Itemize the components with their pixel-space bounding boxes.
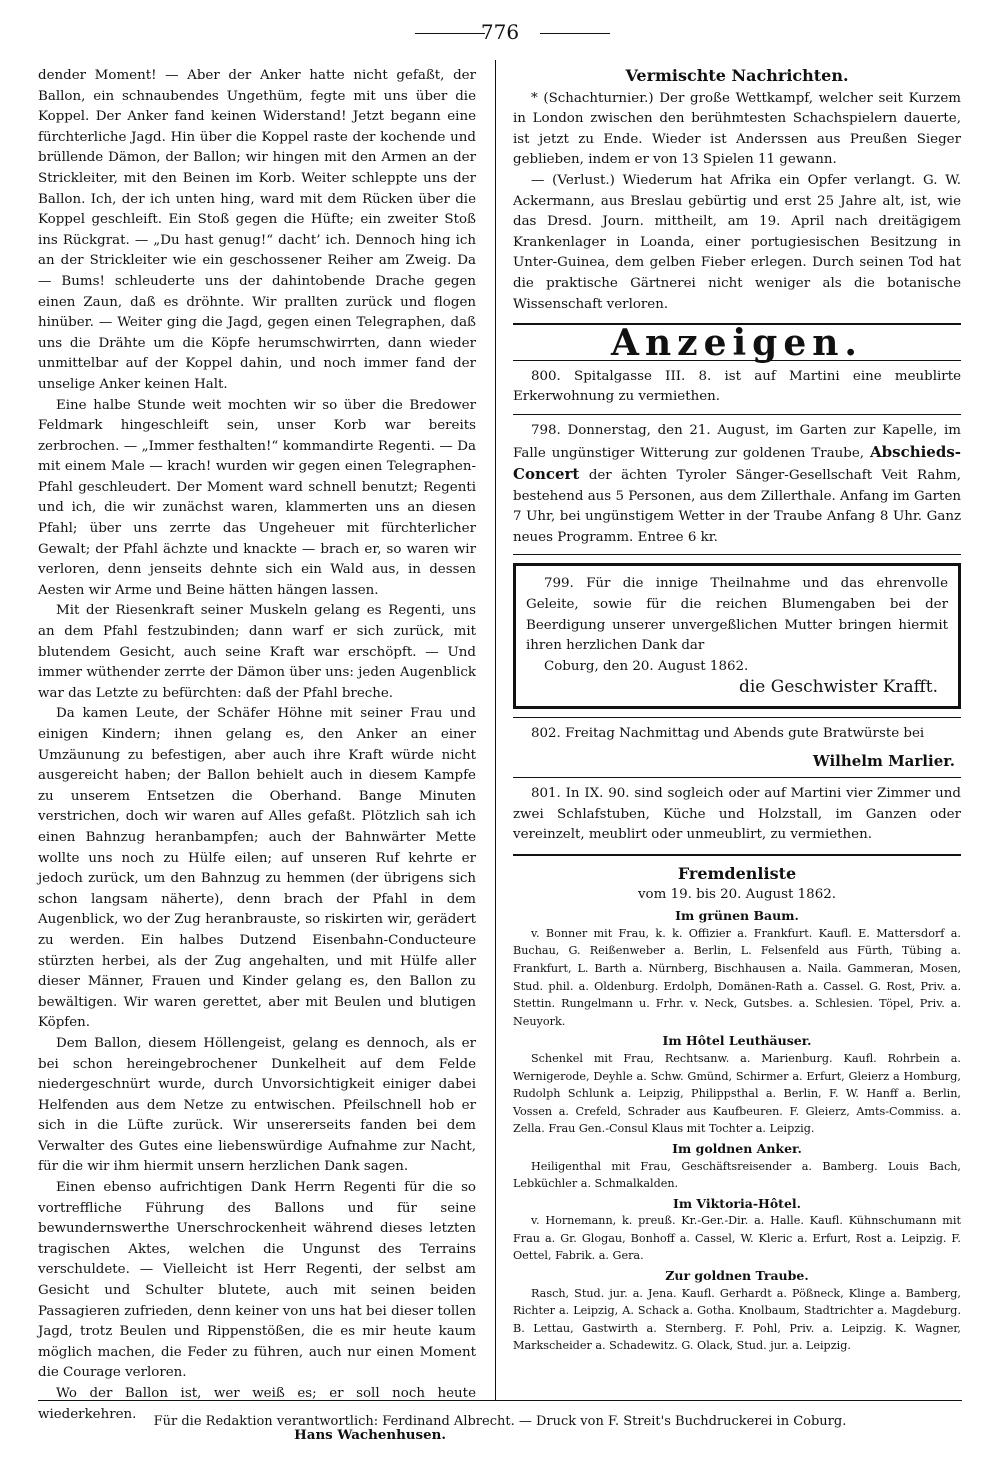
article-paragraph: Da kamen Leute, der Schäfer Höhne mit seiner Frau und einigen Kindern; ihnen gelang es, den Anker an einer Umzäunung zu befestigen, aber auch ihre Kraft würde nicht ausgereicht haben; der Ballon behielt auch in diesem Kampfe zu unserem Entsetzen die Oberhand. Bange Minuten verstrichen, doch wir waren auf Alles gefaßt. Plötzlich sah ich einen Bahnzug heranbampfen; auch der Bahnwärter Mette wollte uns noch zu Hülfe eilen; auf unseren Ruf kehrte er jedoch zurück, um den Bahnzug zu hemmen (der übrigens sich schon langsam näherte), denn brach der Pfahl in dem Augenblick, wo der Zug heranbrauste, so riskirten wir, gerädert zu werden. Ein halbes Dutzend Eisenbahn-Conducteure stürzten herbei, als der Zug angehalten, und mit Hülfe aller dieser Männer, Frauen und Kinder gelang es, den Ballon zu bewältigen. Wir waren gerettet, aber mit Beulen und blutigen Köpfen. xyxy=(38,706,476,1031)
header-rule-left xyxy=(415,33,485,34)
article-paragraph: Eine halbe Stunde weit mochten wir so über die Bredower Feldmark hingeschleift sein, unser Korb war bereits zerbrochen. — „Immer festhalten!“ kommandirte Regenti. — Da mit einem Male — krach! wurden wir gegen einen Telegraphen-Pfahl geschleudert. Der Moment ward schnell benutzt; Regenti und ich, die wir zunächst waren, klammerten uns an diesen Pfahl; über uns zerrte das Ungeheuer mit fürchterlicher Gewalt; der Pfahl ächzte und knackte — brach er, so waren wir verloren, denn jenseits dehnte sich ein Wald aus, in dessen Aesten wir Arme und Beine hätten hängen lassen. xyxy=(38,397,476,598)
ad-800: 800. Spitalgasse III. 8. ist auf Martini eine meublirte Erkerwohnung zu vermiethen. xyxy=(513,368,961,405)
ad-798-text-cont: der ächten Tyroler Sänger-Gesellschaft Veit Rahm, bestehend aus 5 Personen, aus dem Zillerthale. Anfang im Garten 7 Uhr, bei ungünstigem Wetter in der Traube Anfang 8 Uhr. Ganz neues Programm. Entree 6 kr. xyxy=(513,468,961,545)
guest-list xyxy=(513,907,961,1355)
imprint-footer: Für die Redaktion verantwortlich: Ferdinand Albrecht. — Druck von F. Streit's Buchdruckerei in Coburg. xyxy=(153,1414,847,1429)
article-paragraph: Wo der Ballon ist, wer weiß es; er soll noch heute wiederkehren. xyxy=(38,1386,476,1422)
hotel-guests: Rasch, Stud. jur. a. Jena. Kaufl. Gerhardt a. Pößneck, Klinge a. Bamberg, Richter a. Leipzig, A. Schack a. Gotha. Knolbaum, Stadtrichter a. Magdeburg. B. Lettau, Gastwirth a. Sternberg. F. Pohl, Priv. a. Leipzig. K. Wagner, Markscheider a. Schadewitz. G. Olack, Stud. jur. a. Leipzig. xyxy=(513,1286,961,1353)
ad-divider xyxy=(513,414,961,415)
hotel-name: Zur goldnen Traube. xyxy=(665,1268,809,1284)
hotel-guests: Schenkel mit Frau, Rechtsanw. a. Marienburg. Kaufl. Rohrbein a. Wernigerode, Deyhle a. Schw. Gmünd, Schirmer a. Erfurt, Gleierz a Homburg, Rudolph Schlunk a. Leipzig, Philippsthal a. Berlin, F. W. Hanff a. Berlin, Vossen a. Crefeld, Schrader aus Kaufbeuren. F. Gleierz, Amts-Commiss. a. Zella. Frau Gen.-Consul Klaus mit Tochter a. Leipzig. xyxy=(513,1051,961,1136)
guest-list-heading: Fremdenliste xyxy=(677,864,797,883)
ad-799-signature: die Geschwister Krafft. xyxy=(738,677,938,698)
ad-798-text: 798. Donnerstag, den 21. August, im Garten zur Kapelle, im Falle ungünstiger Witterung zur goldenen Traube, xyxy=(513,422,961,461)
hotel-guests: v. Hornemann, k. preuß. Kr.-Ger.-Dir. a. Halle. Kaufl. Kühnschumann mit Frau a. Gr. Glogau, Bonhoff a. Cassel, W. Kleric a. Erfurt, Rost a. Leipzig. F. Oettel, Fabrik. a. Gera. xyxy=(513,1214,961,1263)
misc-news-heading: Vermischte Nachrichten. xyxy=(625,66,849,85)
hotel-name: Im goldnen Anker. xyxy=(672,1140,802,1156)
article-signature: Hans Wachenhusen. xyxy=(294,1427,446,1444)
section-divider xyxy=(513,854,961,856)
article-paragraph: dender Moment! — Aber der Anker hatte nicht gefaßt, der Ballon, ein schnaubendes Ungethüm, fegte mit uns über die Koppel. Der Anker fand keinen Widerstand! Jetzt begann eine fürchterliche Jagd. Hin über die Koppel raste der kochende und brüllende Dämon, der Ballon; wir hingen mit den Armen an der Strickleiter, mit den Beinen im Korb. Weiter schleppte uns der Ballon. Ich, der ich unten hing, ward mit dem Rücken über die Koppel geschleift. Ein Stoß gegen die Hüfte; ein zweiter Stoß ins Rückgrat. — „Du hast genug!“ dacht’ ich. Dennoch hing ich an der Strickleiter wie ein geschossener Reiher am Zweig. Da — Bums! schleuderte uns der dahintobende Drache gegen einen Zaun, daß es dröhnte. Wir prallten zurück und flogen hinüber. — Weiter ging die Jagd, gegen einen Telegraphen, daß uns die Drähte um die Köpfe herumschwirrten, dann wieder unmittelbar auf der Koppel dahin, und noch immer fand der unselige Anker keinen Halt. xyxy=(38,68,476,392)
hotel-guests: v. Bonner mit Frau, k. k. Offizier a. Frankfurt. Kaufl. E. Mattersdorf a. Buchau, G. Reißenweber a. Berlin, L. Felsenfeld aus Fürth, Tübing a. Frankfurt, L. Barth a. Nürnberg, Bischhausen a. Naila. Gammeran, Mosen, Stud. phil. a. Oldenburg. Erdolph, Domänen-Rath a. Cassel. G. Rost, Priv. a. Stettin. Rungelmann u. Frhr. v. Neck, Gutsbes. a. Schlesien. Töpel, Priv. a. Neuyork. xyxy=(513,926,961,1028)
footer-rule xyxy=(38,1400,962,1401)
left-column-article xyxy=(38,66,476,1446)
column-divider xyxy=(495,60,496,1400)
guest-list-date: vom 19. bis 20. August 1862. xyxy=(637,886,836,902)
hotel-name: Im Viktoria-Hôtel. xyxy=(672,1195,802,1211)
right-column xyxy=(513,66,961,1355)
article-paragraph: Dem Ballon, diesem Höllengeist, gelang es dennoch, als er bei schon hereingebrochener Dunkelheit auf dem Felde niedergeschnürt wurde, durch Unvorsichtigkeit einiger dabei Helfenden aus dem Netze zu entwischen. Pfeilschnell hob er sich in die Lüfte zurück. Wir unsererseits fanden bei dem Verwalter des Gutes eine liebenswürdige Aufnahme zur Nacht, für die wir ihm hiermit unsern herzlichen Dank sagen. xyxy=(38,1035,476,1175)
misc-news-item: * (Schachturnier.) Der große Wettkampf, welcher seit Kurzem in London zwischen den berühmtesten Schachspielern dauerte, ist jetzt zu Ende. Wieder ist Anderssen aus Preußen Sieger geblieben, indem er von 13 Spielen 11 gewann. xyxy=(513,90,961,168)
misc-news-item: — (Verlust.) Wiederum hat Afrika ein Opfer verlangt. G. W. Ackermann, aus Breslau gebürtig und erst 25 Jahre alt, ist, wie das Dresd. Journ. mittheilt, am 19. April nach dreitägigem Krankenlager in Loanda, einer portugiesischen Besitzung in Unter-Guinea, dem gelben Fieber erlegen. Durch seinen Tod hat die praktische Gärtnerei nicht weniger als die botanische Wissenschaft verloren. xyxy=(513,172,961,312)
ad-divider xyxy=(513,777,961,778)
ad-divider xyxy=(513,554,961,555)
ad-799-box xyxy=(513,563,961,709)
ad-798-event: Abschieds-Concert xyxy=(513,442,962,484)
page-number: 776 xyxy=(480,20,520,44)
hotel-name: Im Hôtel Leuthäuser. xyxy=(662,1033,812,1049)
article-paragraph: Einen ebenso aufrichtigen Dank Herrn Regenti für die so vortreffliche Führung des Ballons und für seine bewundernswerthe Unerschrockenheit während dieses letzten tragischen Aktes, welchen die Ungunst des Terrains verschuldete. — Vielleicht ist Herr Regenti, der selbst am Gesicht und Schulter blutete, auch mit seinen beiden Passagieren zufrieden, denn keiner von uns hat bei dieser tollen Jagd, trotz Beulen und Rippenstößen, die es mir heute kaum möglich machen, die Feder zu führen, auch nur einen Moment die Courage verloren. xyxy=(38,1180,476,1381)
header-rule-right xyxy=(540,33,610,34)
ad-799-place-date: Coburg, den 20. August 1862. xyxy=(544,658,749,674)
ad-801: 801. In IX. 90. sind sogleich oder auf Martini vier Zimmer und zwei Schlafstuben, Küche und Holzstall, im Ganzen oder vereinzelt, meublirt oder unmeublirt, zu vermiethen. xyxy=(513,786,961,843)
ads-heading: Anzeigen. xyxy=(611,322,863,365)
ad-divider xyxy=(513,717,961,718)
ad-799-text: 799. Für die innige Theilnahme und das ehrenvolle Geleite, sowie für die reichen Blumengaben bei der Beerdigung unserer unvergeßlichen Mutter bringen hiermit ihren herzlichen Dank dar xyxy=(526,576,948,654)
ad-798 xyxy=(513,421,961,549)
hotel-guests: Heiligenthal mit Frau, Geschäftsreisender a. Bamberg. Louis Bach, Lebküchler a. Schmalkalden. xyxy=(513,1159,961,1191)
ad-802-name: Wilhelm Marlier. xyxy=(812,751,955,770)
article-paragraph: Mit der Riesenkraft seiner Muskeln gelang es Regenti, uns an dem Pfahl festzubinden; dann warf er sich zurück, mit blutendem Gesicht, auch seine Kraft war erschöpft. — Und immer wüthender zerrte der Dämon über uns: jeden Augenblick war das Letzte zu befürchten: daß der Pfahl breche. xyxy=(38,603,476,701)
page-number-header xyxy=(0,20,1000,44)
hotel-name: Im grünen Baum. xyxy=(675,908,799,924)
ad-802: 802. Freitag Nachmittag und Abends gute Bratwürste bei xyxy=(531,726,925,742)
